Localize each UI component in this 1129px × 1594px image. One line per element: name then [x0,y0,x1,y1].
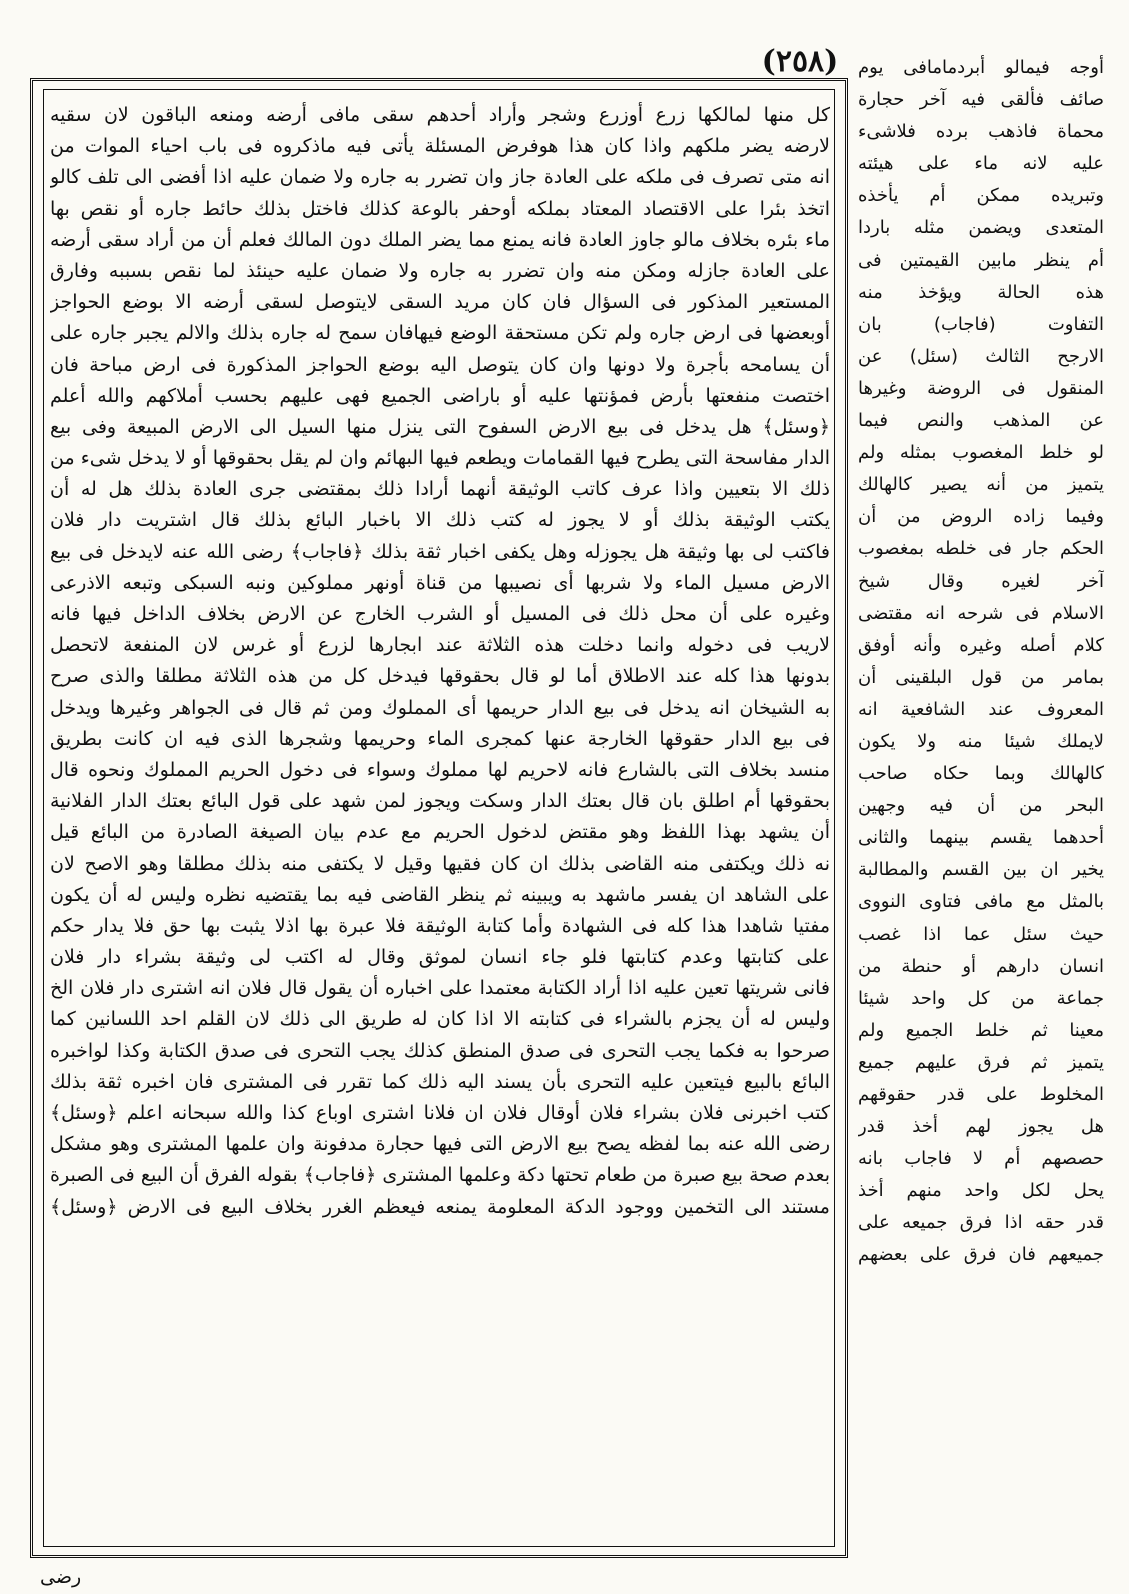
margin-text-line: يتميز ثم فرق عليهم جميع [858,1051,1104,1073]
main-text-line: رضى الله عنه بما لفظه يصح بيع الارض التى فيها حجارة مدفونة وان علمها المشترى وهو مشكل [50,1133,830,1156]
main-text-line: ماء بئره بخلاف مالو جاوز العادة فانه يمنع مما يضر الملك دون المالك فعلم أن من أراد سقى أرضه [50,228,830,251]
main-text-line: أوبعضها فى ارض جاره ولم تكن مستحقة الوضع فيهافان سمح له جاره بذلك والالم يجبر جاره على [50,322,830,345]
main-text-line: مفتيا شاهدا هذا كله فى الشهادة وأما كتابة الوثيقة فلا عبرة بها اذلا يثبت بها حق فلا يدار حكم [50,914,830,937]
main-text-line: مستند الى التخمين ووجود الدكة المعلومة يمنعه فيعظم الغرر بخلاف البيع فى الارض ﴿وسئل﴾ [50,1195,830,1218]
main-text-line: نه ذلك ويكتفى منه القاضى بذلك ان كان فقيها وقيل لا يكتفى منه بذلك مطلقا وهو الاصح لان [50,852,830,875]
page-number: (٢٥٨) [761,44,839,79]
main-text-line: ﴿وسئل﴾ هل يدخل فى بيع الارض السفوح التى ينزل منها السيل الى الارض المبيعة وفى بيع [50,415,830,438]
margin-commentary [858,52,1104,1272]
margin-text-line: لايملك شيئا منه ولا يكون [858,730,1104,752]
margin-text-line: كالهالك وبما حكاه صاحب [858,763,1104,785]
margin-text-line: المتعدى ويضمن مثله باردا [858,217,1104,239]
margin-text-line: محماة فاذهب برده فلاشىء [858,121,1104,143]
margin-text-line: يتميز من أنه يصير كالهالك [858,474,1104,496]
main-text-line: وليس له أن يجزم بالشراء فى كتابته الا اذا كان له طريق الى ذلك لان القلم احد اللسانين كما [50,1008,830,1031]
main-text-line: أن يشهد بهذا اللفظ وهو مقتض لدخول الحريم مع عدم بيان الصيغة الصادرة من البائع قيل [50,821,830,844]
main-text-line: وغيره على أن محل ذلك فى المسيل أو الشرب الخارج عن الارض بخلاف الداخل فيها فانه [50,603,830,625]
margin-text-line: حيث سئل عما اذا غصب [858,923,1104,945]
margin-text-line: انسان دارهم أو حنطة من [858,955,1104,977]
margin-text-line: المعروف عند الشافعية انه [858,698,1104,720]
main-text-line: كل منها لمالكها زرع أوزرع وشجر وأراد أحدهم سقى مافى أرضه ومنعه الباقون لان سقيه [50,104,830,126]
main-text-line: فى بيع الدار حقوقها الخارجة عنها كمجرى الماء وحريمها وشجرها الذى فيه ان كانت بطريق [50,727,830,750]
main-text-line: فاكتب لى بها وثيقة هل يجوزله وهل يكفى اخبار ثقة بذلك ﴿فاجاب﴾ رضى الله عنه لايدخل فى بيع [50,540,830,563]
margin-text-line: وتبريده ممكن أم يأخذه [858,185,1104,207]
margin-text-line: الحكم جار فى خلطه بمغصوب [858,538,1104,560]
margin-text-line: يحل لكل واحد منهم أخذ [858,1180,1104,1202]
main-text-line: على العادة جازله ومكن منه وان تضرر به جاره ولا ضمان عليه حينئذ لما نقص بسببه وفارق [50,259,830,282]
main-text-line: البائع بالبيع فيتعين عليه التحرى بأن يسند اليه ذلك كما تقرر فى المشترى فان اخبره ثقة بذلك [50,1070,830,1093]
main-text-line: بعدم صحة بيع صبرة من طعام تحتها دكة وعلمها المشترى ﴿فاجاب﴾ بقوله الفرق أن البيع فى الصبرة [50,1164,830,1187]
main-text-line: فانى شريتها تعين عليه اذا أراد الكتابة معتمدا على اخباره أن يقول قال فلان انه اشترى دار فلان الخ [50,977,830,1000]
margin-text-line: البحر من أن فيه وجهين [858,795,1104,817]
margin-text-line: التفاوت (فاجاب) بان [858,313,1104,335]
catchword: رضى [40,1566,82,1588]
main-text-line: على كتابتها وعدم كتابتها فلو جاء انسان لموثق وقال له اكتب لى وثيقة بشراء دار فلان [50,946,830,969]
main-text-line: انه متى تصرف فى ملكه على العادة جاز وان تضرر به جاره ولا ضمان عليه اذا أفضى الى تلف كالو [50,166,830,189]
main-text-line: لارضه يضر ملكهم واذا كان هذا هوفرض المسئلة يأتى فيه ماذكروه فى باب احياء الموات من [50,135,830,158]
main-text-line: كتب اخبرنى فلان بشراء فلان أوقال فلان ان فلانا اشترى اوباع كذا والله سبحانه اعلم ﴿وسئل﴾ [50,1102,830,1124]
margin-text-line: كلام أصله وغيره وأنه أوفق [858,634,1104,656]
main-text-line: الدار مفاسحة التى يطرح فيها القمامات ويطعم فيها البهائم وان لم يقل بحقوقها أو لا يدخل شىء من [50,447,830,470]
main-text-line: اختصت منفعتها بأرض فمؤنتها عليه أو باراضى الجميع فهى عليهم بحسب أملاكهم والله أعلم [50,384,830,407]
main-text-line: صرحوا به فكما يجب التحرى فى صدق المنطق كذلك يجب التحرى فى صدق الكتابة وكذا لواخبره [50,1039,830,1062]
margin-text-line: آخر لغيره وقال شيخ [858,570,1104,592]
main-text-line: لاريب فى دخوله وانما دخلت هذه الثلاثة عند ابجارها لزرع أو غرس لان المنفعة لاتحصل [50,634,830,657]
main-text-line: منسد بخلاف التى بالشارع فانه لاحريم لها مملوك وسواء فى دخول الحريم المملوك ونحوه قال [50,758,830,781]
main-text-line: بدونها هذا كله عند الاطلاق أما لو قال بحقوقها فيدخل كل من هذه الثلاثة مطلقا والذى صرح [50,665,830,688]
margin-text-line: وفيما زاده الروض من أن [858,506,1104,528]
margin-text-line: جميعهم فان فرق على بعضهم [858,1244,1104,1266]
main-text-line: بحقوقها أم اطلق بان قال بعتك الدار وسكت ويجوز لمن شهد على قول البائع بعتك الدار الفلانية [50,790,830,813]
margin-text-line: المخلوط على قدر حقوقهم [858,1084,1104,1105]
margin-text-line: الارجح الثالث (سئل) عن [858,345,1104,367]
main-text-line: به الشيخان انه يدخل فى بيع الدار حريمها أى المملوك ومن ثم قال فى الجواهر وغيرها ويدخل [50,696,830,719]
margin-text-line: لو خلط المغصوب بمثله ولم [858,442,1104,464]
margin-text-line: أوجه فيمالو أبردمامافى يوم [858,57,1104,78]
margin-text-line: صائف فألقى فيه آخر حجارة [858,89,1104,111]
margin-text-line: عليه لانه ماء على هيئته [858,153,1104,175]
margin-text-line: هذه الحالة ويؤخذ منه [858,281,1104,303]
margin-text-line: حصصهم أم لا فاجاب بانه [858,1148,1104,1170]
main-text-line: ذلك الا بتعيين واذا عرف كاتب الوثيقة أنهما أرادا ذلك بمقتضى جرى العادة بذلك هل له أن [50,478,830,501]
margin-text-line: أم ينظر مابين القيمتين فى [858,249,1104,271]
main-text-block [50,100,830,1223]
margin-text-line: عن المذهب والنص فيما [858,410,1104,432]
margin-text-line: هل يجوز لهم أخذ قدر [858,1116,1104,1138]
margin-text-line: بالمثل مع مافى فتاوى النووى [858,891,1104,913]
margin-text-line: يخير ان بين القسم والمطالبة [858,859,1104,881]
main-text-line: يكتب الوثيقة بذلك أو لا يجوز له كتب ذلك الا باخبار البائع بذلك قال اشتريت دار فلان [50,509,830,532]
margin-text-line: بمامر من قول البلقينى أن [858,666,1104,688]
main-text-line: الارض مسيل الماء ولا شربها أى نصيبها من قناة أونهر مملوكين ونبه السبكى وتبعه الاذرعى [50,571,830,594]
main-text-line: المستعير المذكور فى السؤال فان كان مريد السقى لايتوصل لسقى أرضه الا بوضع الحواجز [50,291,830,314]
margin-text-line: المنقول فى الروضة وغيرها [858,377,1104,399]
margin-text-line: جماعة من كل واحد شيئا [858,987,1104,1009]
margin-text-line: معينا ثم خلط الجميع ولم [858,1019,1104,1041]
margin-text-line: الاسلام فى شرحه انه مقتضى [858,602,1104,624]
margin-text-line: قدر حقه اذا فرق جميعه على [858,1212,1104,1234]
main-text-line: أن يسامحه بأجرة ولا دونها وان كان يتوصل اليه بوضع الحواجز المذكورة فى ارض مباحة فان [50,353,830,376]
main-text-line: اتخذ بئرا على الاقتصاد المعتاد بملكه أوحفر بالوعة كذلك فاختل بذلك حائط جاره أو نقص بها [50,197,830,220]
margin-text-line: أحدهما يقسم بينهما والثانى [858,827,1104,849]
main-text-line: على الشاهد ان يفسر ماشهد به ويبينه ثم ينظر القاضى فيه بما يقتضيه نظره وليس له أن يكون [50,883,830,906]
